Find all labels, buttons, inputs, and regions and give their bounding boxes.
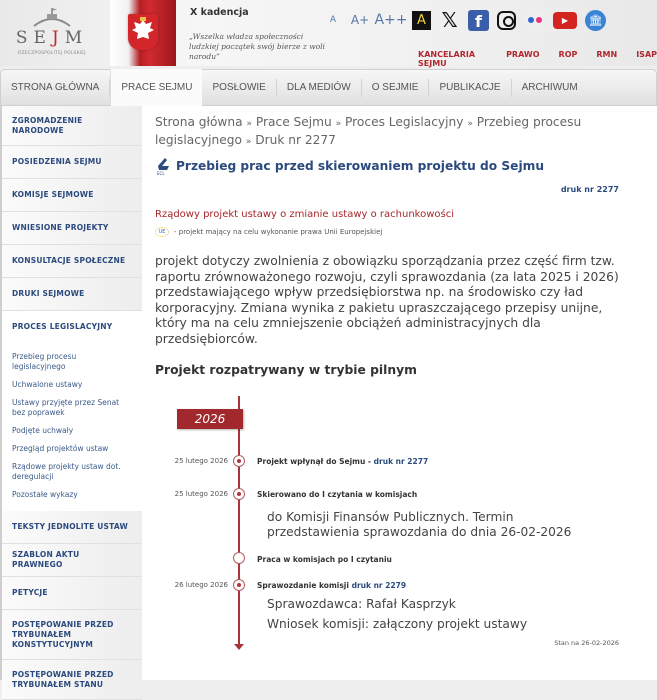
sidebar-sub-przebieg[interactable]: Przebieg procesu legislacyjnego <box>12 352 77 371</box>
sidebar-item-szablon[interactable]: SZABLON AKTU PRAWNEGO <box>2 544 142 577</box>
timeline-year-badge: 2026 <box>177 409 243 429</box>
timeline-arrow-icon <box>234 644 244 650</box>
ue-note-row <box>155 227 382 237</box>
breadcrumb-current: Druk nr 2277 <box>255 132 336 147</box>
sidebar-item-proces-legislacyjny[interactable]: PROCES LEGISLACYJNY <box>2 311 142 343</box>
logo-subtitle: RZECZPOSPOLITEJ POLSKIEJ <box>18 51 86 56</box>
motto: „Wszelka władza społeczności ludzkiej początek swój bierze z woli narodu” <box>189 32 325 61</box>
top-link-kancelaria[interactable]: KANCELARIA SEJMU <box>418 50 476 68</box>
main-content <box>142 106 657 680</box>
event-date: 26 lutego 2026 <box>174 581 228 589</box>
top-link-isap[interactable]: ISAP <box>636 50 657 59</box>
eagle-emblem-icon <box>128 14 158 50</box>
event-title: Praca w komisjach po I czytaniu <box>257 555 392 564</box>
main-nav <box>0 69 657 106</box>
sidebar-sub-przeglad[interactable]: Przegląd projektów ustaw <box>12 444 109 453</box>
sidebar-item-posiedzenia[interactable]: POSIEDZENIA SEJMU <box>2 146 142 179</box>
sidebar-sub-uchwalone[interactable]: Uchwalone ustawy <box>12 380 83 389</box>
tab-publikacje[interactable]: PUBLIKACJE <box>429 79 511 97</box>
event-dot-icon <box>233 579 245 591</box>
event-title: Projekt wpłynął do Sejmu - druk nr 2277 <box>257 457 429 466</box>
project-description: projekt dotyczy zwolnienia z obowiązku sporządzania przez część firm tzw. raportu zrównoważonego rozwoju, czyli sprawozdania (za lata 2025 i 2026) przedstawiającego wpływ przedsiębiorstwa np. na środowisko czy ład korporacyjny. Zmiana wynika z pakietu upraszczającego przepisy unijne, który ma na celu zmniejszenie obciążeń administracyjnych dla przedsiębiorców. <box>155 254 619 346</box>
youtube-icon[interactable]: ▶ <box>553 12 577 29</box>
druk-number-link[interactable]: druk nr 2277 <box>560 185 619 194</box>
flag-banner <box>110 0 176 66</box>
event-body: Sprawozdawca: Rafał Kasprzyk <box>267 597 456 611</box>
urgent-mode-heading: Projekt rozpatrywany w trybie pilnym <box>155 363 417 377</box>
sidebar-item-teksty-jednolite[interactable]: TEKSTY JEDNOLITE USTAW <box>2 511 142 544</box>
top-link-rop[interactable]: ROP <box>558 50 578 59</box>
title-row <box>155 156 544 176</box>
site-header <box>0 0 657 66</box>
sidebar-item-wniesione-projekty[interactable]: WNIESIONE PROJEKTY <box>2 212 142 245</box>
instagram-icon[interactable] <box>497 11 516 30</box>
facebook-icon[interactable]: f <box>468 10 489 31</box>
ue-note: - projekt mający na celu wykonanie prawa Unii Europejskiej <box>174 228 383 236</box>
breadcrumb: Strona główna » Prace Sejmu » Proces Legislacyjny » Przebieg procesu legislacyjnego » Druk nr 2277 <box>155 115 582 147</box>
high-contrast-button[interactable]: A <box>412 11 431 30</box>
event-dot-icon <box>233 488 245 500</box>
breadcrumb-home[interactable]: Strona główna <box>155 115 243 129</box>
institution-icon[interactable]: 🏛 <box>585 10 606 31</box>
event-date: 25 lutego 2026 <box>174 457 228 465</box>
font-size-normal-button[interactable]: A <box>329 15 337 25</box>
sidebar-sub-deregulacja[interactable]: Rządowe projekty ustaw dot. deregulacji <box>12 462 121 481</box>
top-link-prawo[interactable]: PRAWO <box>506 50 540 59</box>
svg-text:ECL: ECL <box>157 171 165 176</box>
event-date: 25 lutego 2026 <box>174 490 228 498</box>
druk-2277-link[interactable]: druk nr 2277 <box>373 457 429 466</box>
breadcrumb-prace-sejmu[interactable]: Prace Sejmu <box>255 115 332 129</box>
event-title: Sprawozdanie komisji druk nr 2279 <box>257 581 407 590</box>
event-dot-icon <box>233 455 245 467</box>
event-body: do Komisji Finansów Publicznych. Termin przedstawienia sprawozdania do dnia 26-02-2026 <box>267 510 572 539</box>
sejm-dome-icon <box>32 6 72 28</box>
sidebar-submenu <box>2 343 142 511</box>
eu-badge-icon: UE <box>155 227 169 237</box>
top-links <box>418 50 657 68</box>
event-dot-icon <box>233 552 245 564</box>
toolbar <box>324 8 614 32</box>
sidebar-item-petycje[interactable]: PETYCJE <box>2 577 142 610</box>
flickr-icon[interactable] <box>524 10 545 31</box>
ecl-icon <box>155 156 172 176</box>
tab-strona-glowna[interactable]: STRONA GŁÓWNA <box>1 79 110 97</box>
font-size-large-button[interactable]: A+ <box>350 13 370 27</box>
sidebar <box>0 106 142 689</box>
sidebar-item-trybunal-stanu[interactable]: POSTĘPOWANIE PRZED TRYBUNAŁEM STANU <box>2 660 142 700</box>
breadcrumb-przebieg[interactable]: Przebieg procesu legislacyjnego <box>155 115 582 147</box>
event-title: Skierowano do I czytania w komisjach <box>257 490 418 499</box>
tab-o-sejmie[interactable]: O SEJMIE <box>362 79 430 97</box>
druk-2279-link[interactable]: druk nr 2279 <box>351 581 407 590</box>
sidebar-item-zgromadzenie[interactable]: ZGROMADZENIE NARODOWE <box>2 106 142 146</box>
top-link-rmn[interactable]: RMN <box>596 50 618 59</box>
tab-poslowie[interactable]: POSŁOWIE <box>202 79 276 97</box>
term-label: X kadencja <box>190 7 249 18</box>
sidebar-sub-uchwaly[interactable]: Podjęte uchwały <box>12 426 74 435</box>
sidebar-sub-senat[interactable]: Ustawy przyjęte przez Senat bez poprawek <box>12 398 120 417</box>
sidebar-item-trybunal-konstytucyjny[interactable]: POSTĘPOWANIE PRZED TRYBUNAŁEM KONSTYTUCYJNYM <box>2 610 142 660</box>
timeline-line <box>238 396 240 646</box>
project-name: Rządowy projekt ustawy o zmianie ustawy o rachunkowości <box>155 209 455 220</box>
breadcrumb-proces[interactable]: Proces Legislacyjny <box>345 115 464 129</box>
sejm-logo[interactable] <box>8 6 96 62</box>
font-size-xlarge-button[interactable]: A++ <box>374 12 408 28</box>
tab-archiwum[interactable]: ARCHIWUM <box>521 82 578 93</box>
x-icon[interactable]: 𝕏 <box>441 8 458 32</box>
tab-dla-mediow[interactable]: DLA MEDIÓW <box>277 79 362 97</box>
page-title: Przebieg prac przed skierowaniem projektu do Sejmu <box>176 159 544 173</box>
event-body: Wniosek komisji: załączony projekt ustawy <box>267 617 528 631</box>
sidebar-sub-pozostale[interactable]: Pozostałe wykazy <box>12 490 78 499</box>
sidebar-item-komisje[interactable]: KOMISJE SEJMOWE <box>2 179 142 212</box>
logo-text: SEJM <box>15 28 89 48</box>
tab-prace-sejmu[interactable]: PRACE SEJMU <box>110 69 202 106</box>
status-date: Stan na 26-02-2026 <box>554 639 619 647</box>
sidebar-item-konsultacje[interactable]: KONSULTACJE SPOŁECZNE <box>2 245 142 278</box>
sidebar-item-druki[interactable]: DRUKI SEJMOWE <box>2 278 142 311</box>
